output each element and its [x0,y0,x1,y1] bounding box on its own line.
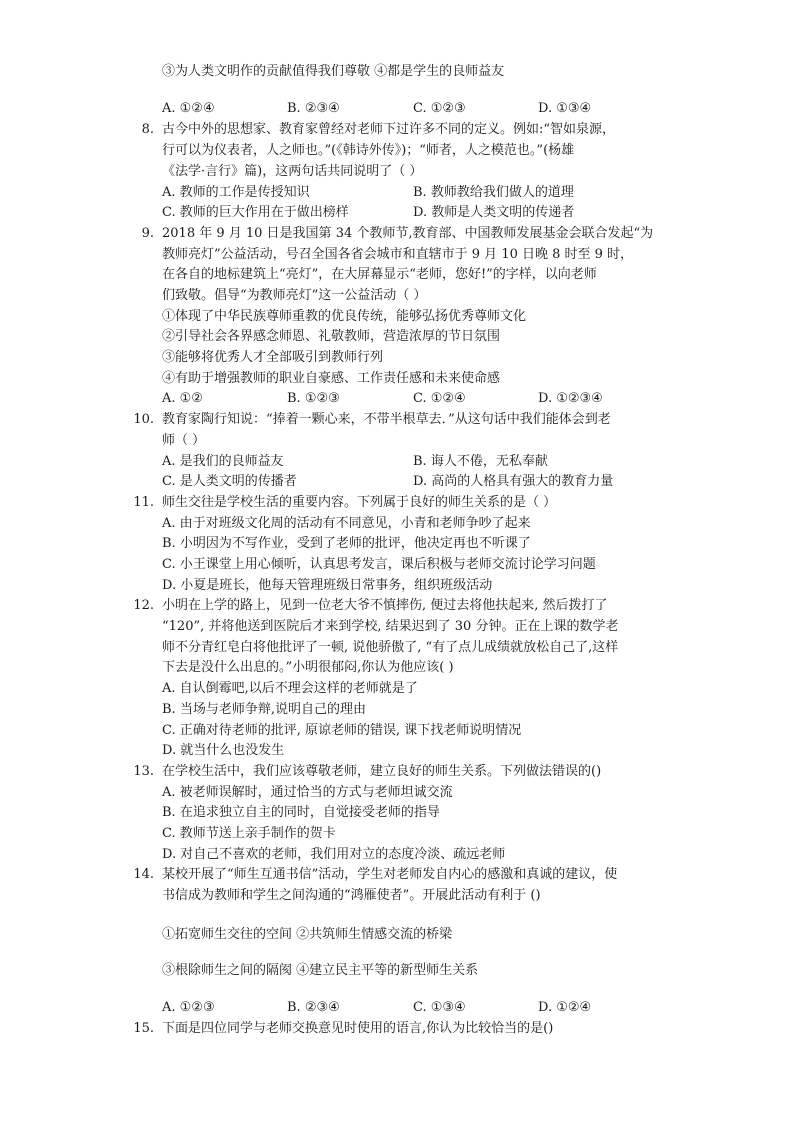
q8-number: 8. [141,122,154,137]
q9-stem-line: 们致敬。倡导“为教师亮灯”这一公益活动（ ） [162,288,427,303]
q13-number: 13. [133,764,154,779]
q7-item-line: ③为人类文明作的贡献值得我们尊敬 ④都是学生的良师益友 [162,64,505,79]
q12-option-a: A. 自认倒霉吧,以后不理会这样的老师就是了 [162,681,418,696]
q10-number: 10. [133,412,154,427]
q10-option-a: A. 是我们的良师益友 [162,454,284,469]
q14-option-a: A. ①②③ [162,1000,215,1015]
q11-option-c: C. 小王课堂上用心倾听，认真思考发言，课后积极与老师交流讨论学习问题 [162,557,596,572]
q10-option-c: C. 是人类文明的传播者 [162,474,297,489]
q14-stem-line: 书信成为教师和学生之间沟通的“鸿雁使者”。开展此活动有利于 () [162,888,541,903]
q10-option-b: B. 诲人不倦，无私奉献 [413,454,548,469]
q9-item: ④有助于增强教师的职业自豪感、工作责任感和未来使命感 [162,371,501,386]
q15-stem-line: 下面是四位同学与老师交换意见时使用的语言,你认为比较恰当的是() [162,1021,554,1036]
q7-option-a: A. ①②④ [162,101,215,116]
q14-option-c: C. ①③④ [413,1000,466,1015]
q14-option-d: D. ①②④ [538,1000,592,1015]
q12-stem-line: “120”, 并将他送到医院后才来到学校, 结果迟到了 30 分钟。正在上课的数学老 [162,619,619,634]
q9-option-a: A. ①② [162,391,203,406]
q12-option-d: D. 就当什么也没发生 [162,743,285,758]
q12-stem-line: 小明在上学的路上，见到一位老大爷不慎摔伤, 便过去将他扶起来, 然后拨打了 [162,598,608,613]
q10-option-d: D. 高尚的人格具有强大的教育力量 [413,474,614,489]
q10-stem-line: 师（ ） [162,433,206,448]
q10-stem-line: 教育家陶行知说：“捧着一颗心来，不带半根草去．”从这句话中我们能体会到老 [162,412,611,427]
q9-stem-line: 教师亮灯”公益活动，号召全国各省会城市和直辖市于 9 月 10 日晚 8 时至 9 时， [162,247,634,262]
q9-stem-line: 在各自的地标建筑上“亮灯”，在大屏幕显示“老师，您好!”的字样，以向老师 [162,267,597,282]
q9-number: 9. [141,226,154,241]
q9-option-c: C. ①②④ [413,391,466,406]
q7-option-b: B. ②③④ [287,101,340,116]
q8-option-c: C. 教师的巨大作用在于做出榜样 [162,205,349,220]
q12-option-c: C. 正确对待老师的批评, 原谅老师的错误, 课下找老师说明情况 [162,723,522,738]
q9-item: ①体现了中华民族尊师重教的优良传统，能够弘扬优秀尊师文化 [162,309,527,324]
q9-item: ②引导社会各界感念师恩、礼敬教师，营造浓厚的节日氛围 [162,329,501,344]
q13-option-b: B. 在追求独立自主的同时，自觉接受老师的指导 [162,805,440,820]
q13-stem-line: 在学校生活中，我们应该尊敬老师，建立良好的师生关系。下列做法错误的() [162,764,602,779]
q8-option-b: B. 教师教给我们做人的道理 [413,185,574,200]
q12-stem-line: 下去是没什么出息的。”小明很郁闷,你认为他应该( ) [162,660,454,675]
q14-number: 14. [133,867,154,882]
q14-stem-line: 某校开展了“师生互通书信”活动，学生对老师发自内心的感激和真诚的建议，使 [162,867,618,882]
q9-item: ③能够将优秀人才全部吸引到教师行列 [162,350,384,365]
q11-option-d: D. 小夏是班长，他每天管理班级日常事务，组织班级活动 [162,578,493,593]
q11-number: 11. [133,495,154,510]
q14-option-b: B. ②③④ [287,1000,340,1015]
q15-number: 15. [133,1021,154,1036]
q8-stem-line: 《法学·言行》篇)，这两句话共同说明了（ ） [162,164,423,179]
q8-stem-line: 古今中外的思想家、教育家曾经对老师下过许多不同的定义。例如:“智如泉源， [162,122,616,137]
q14-item-line: ①拓宽师生交往的空间 ②共筑师生情感交流的桥梁 [162,927,453,942]
q14-item-line: ③根除师生之间的隔阂 ④建立民主平等的新型师生关系 [162,963,479,978]
q12-option-b: B. 当场与老师争辩,说明自己的理由 [162,702,366,717]
q13-option-a: A. 被老师误解时，通过恰当的方式与老师坦诚交流 [162,785,453,800]
q8-option-a: A. 教师的工作是传授知识 [162,185,310,200]
q9-option-d: D. ①②③④ [538,391,603,406]
q11-option-a: A. 由于对班级文化周的活动有不同意见，小青和老师争吵了起来 [162,516,531,531]
q7-option-c: C. ①②③ [413,101,466,116]
q9-option-b: B. ①②③ [287,391,340,406]
q9-stem-line: 2018 年 9 月 10 日是我国第 34 个教师节,教育部、中国教师发展基金会联合发起“为 [162,226,654,241]
q12-stem-line: 师不分青红皂白将他批评了一顿, 说他骄傲了, “有了点儿成绩就放松自己了,这样 [162,640,619,655]
q11-stem-line: 师生交往是学校生活的重要内容。下列属于良好的师生关系的是（ ） [162,495,557,510]
q12-number: 12. [133,598,154,613]
q8-option-d: D. 教师是人类文明的传递者 [413,205,575,220]
q11-option-b: B. 小明因为不写作业，受到了老师的批评，他决定再也不听课了 [162,536,531,551]
q7-option-d: D. ①③④ [538,101,592,116]
q13-option-c: C. 教师节送上亲手制作的贺卡 [162,826,336,841]
q8-stem-line: 行可以为仪表者，人之师也。”(《韩诗外传》)；“师者，人之模范也。”(杨雄 [162,143,575,158]
q13-option-d: D. 对自己不喜欢的老师，我们用对立的态度冷淡、疏远老师 [162,847,506,862]
